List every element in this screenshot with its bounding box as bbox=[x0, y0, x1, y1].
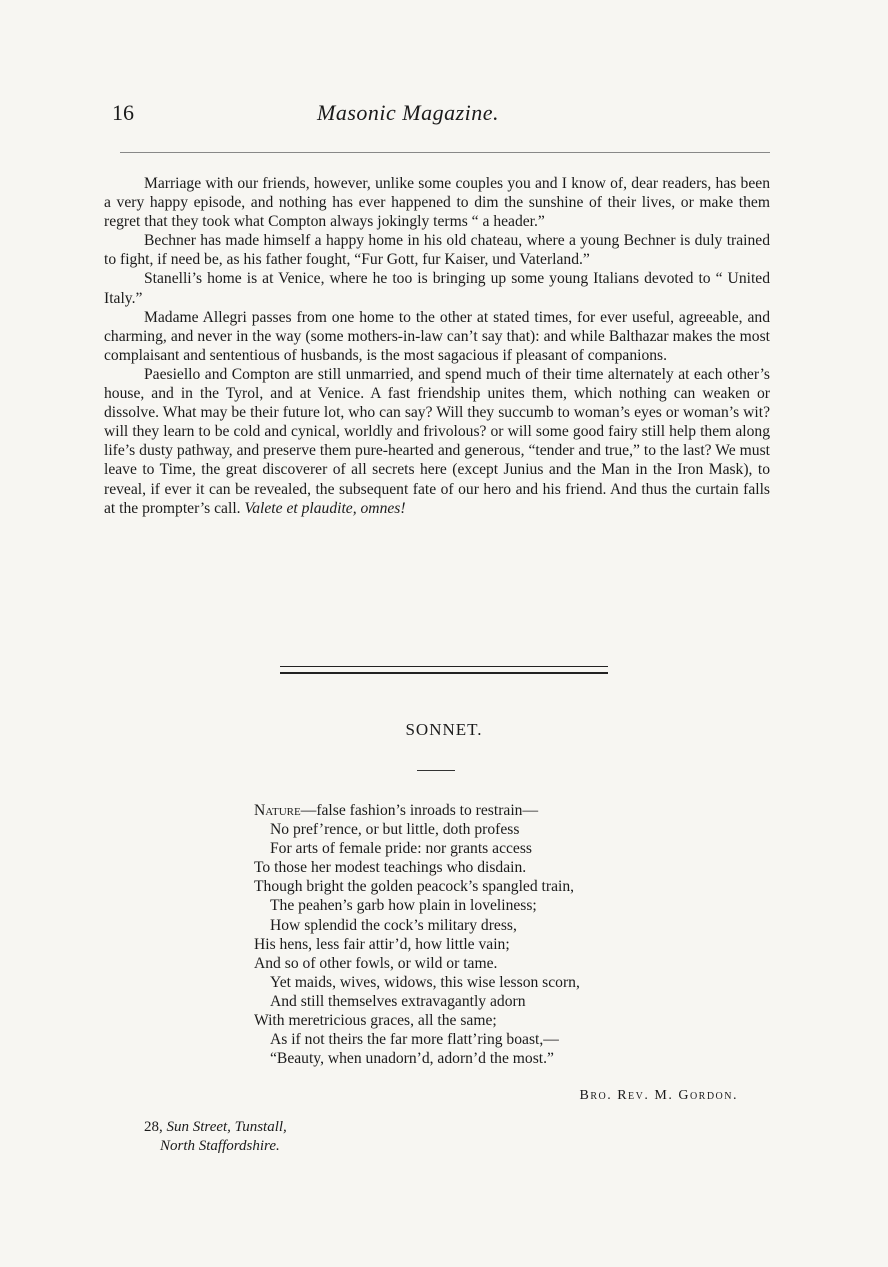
poem-line: With meretricious graces, all the same; bbox=[254, 1012, 497, 1030]
paragraph: Marriage with our friends, however, unlike some couples you and I know of, dear readers, has been a very happy episode, and nothing has ever happened to dim the sunshine of their lives, or make them regret that they took what Compton always jokingly terms “ a header.” bbox=[104, 175, 770, 231]
poem-line: For arts of female pride: nor grants access bbox=[270, 840, 532, 858]
poem-line: To those her modest teachings who disdain. bbox=[254, 859, 527, 877]
address-line-1 bbox=[144, 1118, 287, 1137]
first-word: Nature bbox=[254, 802, 301, 819]
address-number: 28, bbox=[144, 1119, 163, 1135]
paragraph-text: Paesiello and Compton are still unmarried, and spend much of their time alternately at each other’s house, and in the Tyrol, and at Venice. A fast friendship unites them, which nothing can weaken or dissolve. What may be their future lot, who can say? Will they succumb to woman’s eyes or woman’s wit? will they learn to be cold and cynical, worldly and frivolous? or will some good fairy still help them along life’s dusty pathway, and preserve them pure-hearted and generous, “tender and true,” to the last? We must leave to Time, the great discoverer of all secrets here (except Junius and the Man in the Iron Mask), to reveal, if ever it can be revealed, the subsequent fate of our hero and his friend. And thus the curtain falls at the prompter’s call. bbox=[104, 365, 770, 517]
section-divider-thin bbox=[280, 666, 608, 667]
paragraph: Bechner has made himself a happy home in his old chateau, where a young Bechner is duly trained to fight, if need be, as his father fought, “Fur Gott, fur Kaiser, und Vaterland.” bbox=[104, 232, 770, 269]
poem-line: Though bright the golden peacock’s spangled train, bbox=[254, 878, 575, 896]
poem-line: No pref’rence, or but little, doth profess bbox=[270, 821, 520, 839]
running-title: Masonic Magazine. bbox=[317, 100, 500, 125]
address-street: Sun Street, Tunstall, bbox=[166, 1119, 287, 1135]
page-header bbox=[112, 100, 762, 132]
page-number: 16 bbox=[112, 100, 134, 125]
section-divider-thick bbox=[280, 672, 608, 674]
closing-latin: Valete et plaudite, omnes! bbox=[244, 499, 406, 517]
first-line-rest: —false fashion’s inroads to restrain— bbox=[300, 802, 539, 819]
paragraph: Madame Allegri passes from one home to the other at stated times, for ever useful, agreeable, and charming, and never in the way (some mothers-in-law can’t say that): and while Balthazar makes the most complaisant and sententious of husbands, is the most sagacious if pleasant of companions. bbox=[104, 308, 770, 364]
address-line-2 bbox=[144, 1137, 287, 1156]
address-county: North Staffordshire. bbox=[160, 1138, 280, 1154]
closing-prose bbox=[104, 174, 770, 518]
paragraph: Stanelli’s home is at Venice, where he too is bringing up some young Italians devoted to “ United Italy.” bbox=[104, 270, 770, 307]
header-rule bbox=[120, 152, 770, 153]
title-dash bbox=[417, 770, 455, 771]
author-signature: Bro. Rev. M. Gordon. bbox=[579, 1088, 738, 1103]
sonnet-title: SONNET. bbox=[405, 720, 483, 739]
paragraph bbox=[104, 365, 770, 518]
poem-line: And so of other fowls, or wild or tame. bbox=[254, 954, 498, 972]
poem-line: And still themselves extravagantly adorn bbox=[270, 992, 526, 1010]
poem-line: His hens, less fair attir’d, how little vain; bbox=[254, 935, 510, 953]
poem-line: “Beauty, when unadorn’d, adorn’d the most.” bbox=[270, 1050, 554, 1068]
poem-line bbox=[254, 801, 694, 820]
poem-line: Yet maids, wives, widows, this wise lesson scorn, bbox=[270, 973, 580, 991]
poem-line: As if not theirs the far more flatt’ring boast,— bbox=[270, 1031, 559, 1049]
poem-line: How splendid the cock’s military dress, bbox=[270, 916, 517, 934]
author-address bbox=[144, 1118, 287, 1156]
poem-line: The peahen’s garb how plain in loveliness; bbox=[270, 897, 537, 915]
sonnet-body bbox=[254, 801, 694, 1068]
